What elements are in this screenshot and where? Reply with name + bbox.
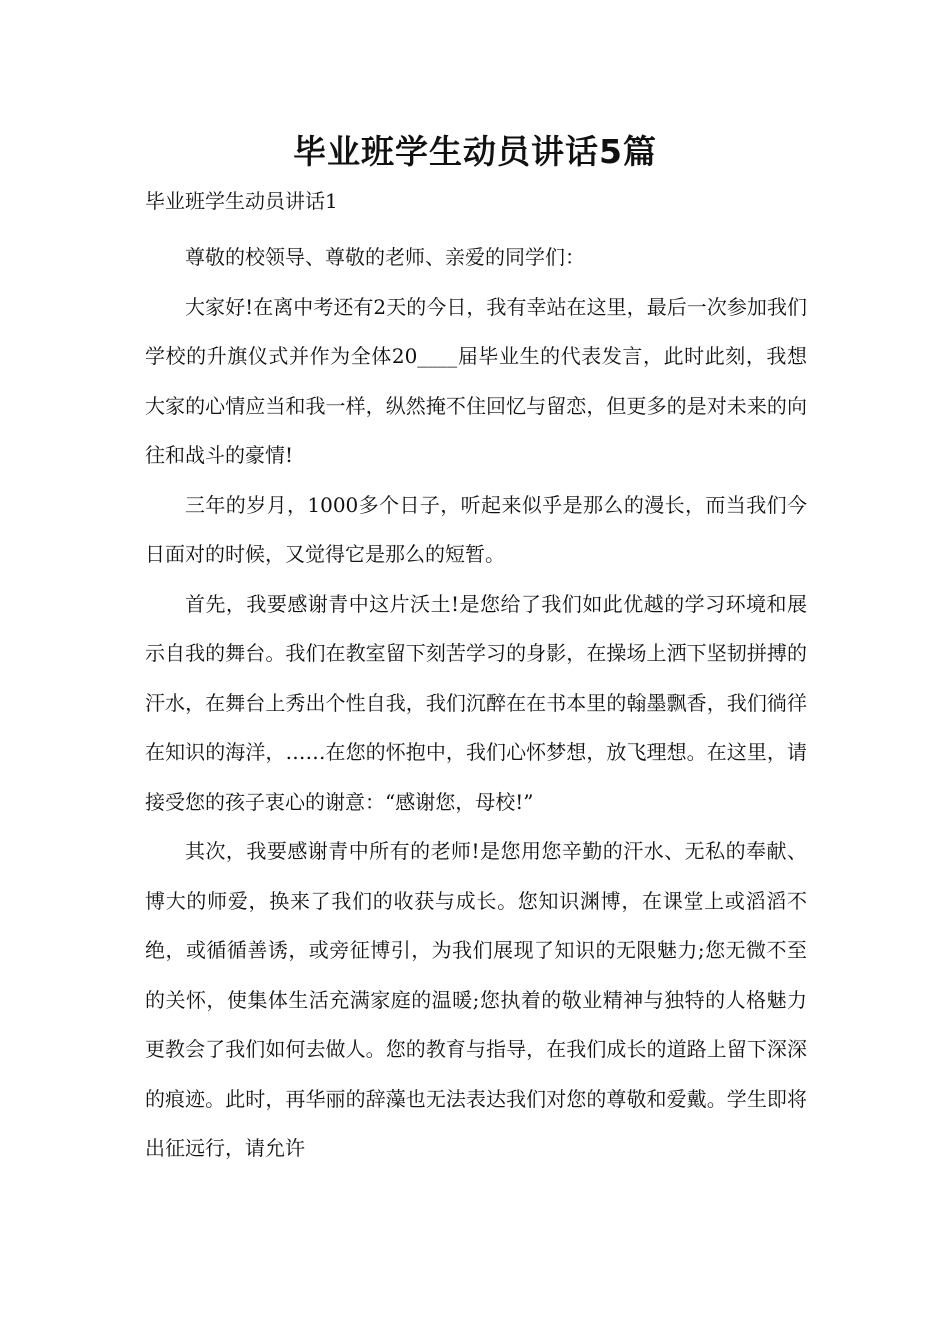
document-title: 毕业班学生动员讲话5篇 <box>293 132 657 171</box>
paragraph-three-years: 三年的岁月，1000多个日子，听起来似乎是那么的漫长，而当我们今日面对的时候，又觉得它是那么的短暂。 <box>145 492 807 566</box>
document-body <box>145 233 807 1174</box>
section-heading: 毕业班学生动员讲话1 <box>145 189 338 213</box>
paragraph-thanks-school: 首先，我要感谢青中这片沃土!是您给了我们如此优越的学习环境和展示自我的舞台。我们在教室留下刻苦学习的身影，在操场上洒下坚韧拼搏的汗水，在舞台上秀出个性自我，我们沉醉在在书本里的翰墨飘香，我们徜徉在知识的海洋，……在您的怀抱中，我们心怀梦想，放飞理想。在这里，请接受您的孩子衷心的谢意：“感谢您，母校!” <box>145 591 807 814</box>
paragraph-thanks-teachers: 其次，我要感谢青中所有的老师!是您用您辛勤的汗水、无私的奉献、博大的师爱，换来了我们的收获与成长。您知识渊博，在课堂上或滔滔不绝，或循循善诱，或旁征博引，为我们展现了知识的无限魅力;您无微不至的关怀，使集体生活充满家庭的温暖;您执着的敬业精神与独特的人格魅力更教会了我们如何去做人。您的教育与指导，在我们成长的道路上留下深深的痕迹。此时，再华丽的辞藻也无法表达我们对您的尊敬和爱戴。学生即将出征远行，请允许 <box>145 839 807 1160</box>
paragraph-opening: 大家好!在离中考还有2天的今日，我有幸站在这里，最后一次参加我们学校的升旗仪式并作为全体20____届毕业生的代表发言，此时此刻，我想大家的心情应当和我一样，纵然掩不住回忆与留恋，但更多的是对未来的向往和战斗的豪情! <box>145 294 807 467</box>
paragraph-greeting: 尊敬的校领导、尊敬的老师、亲爱的同学们： <box>185 245 585 269</box>
